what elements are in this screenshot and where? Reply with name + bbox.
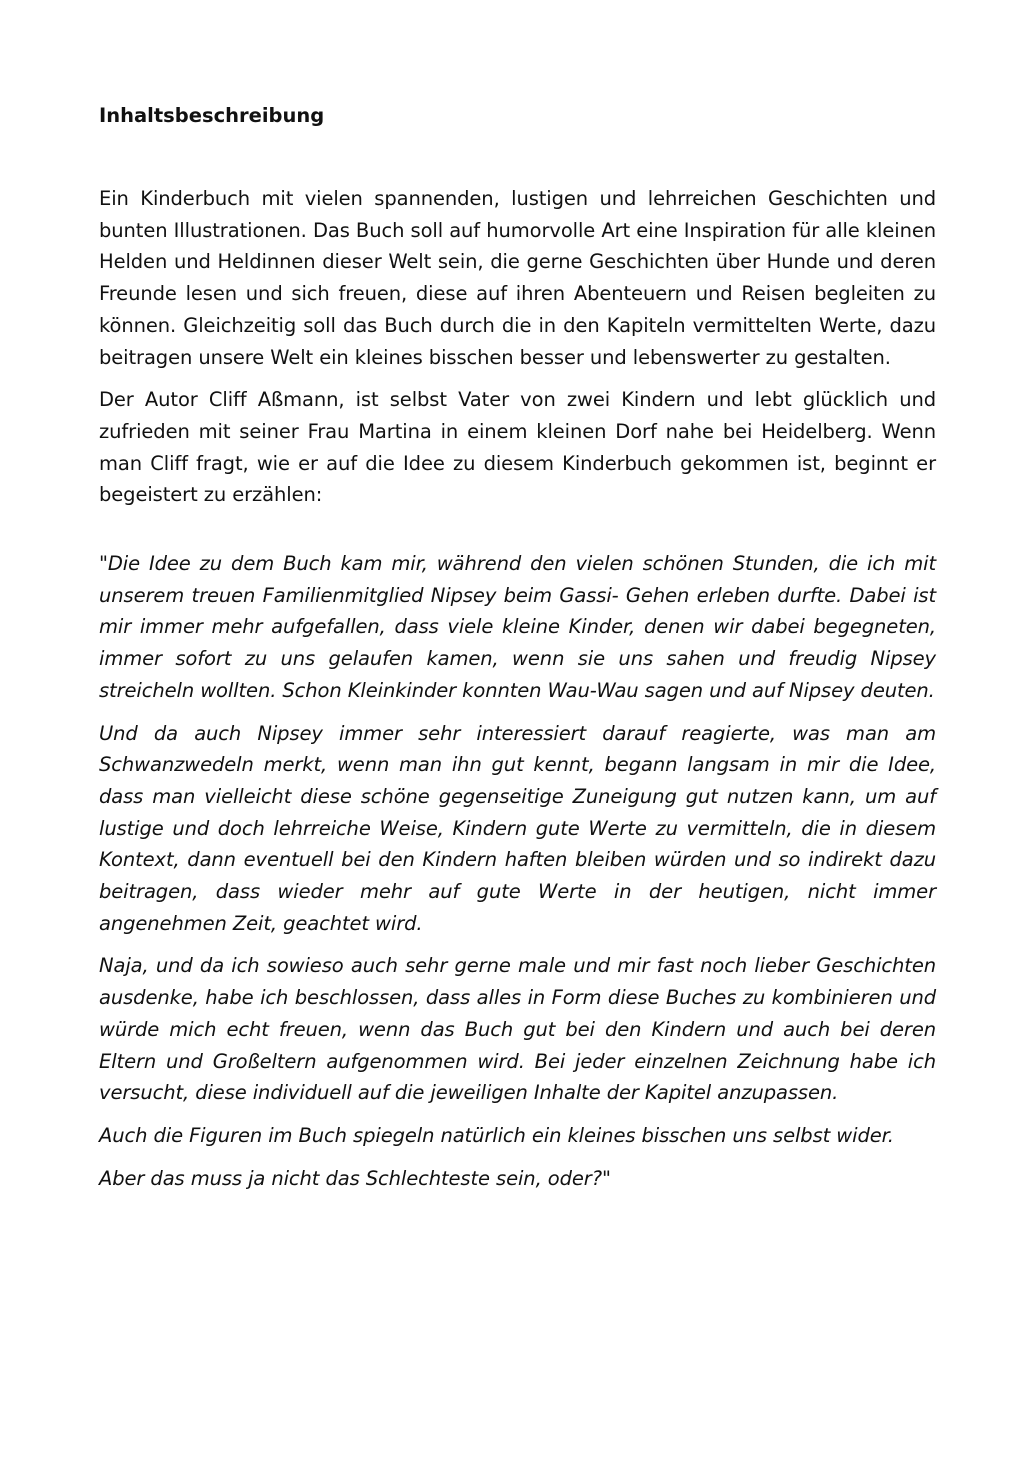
author-quote: [99, 548, 936, 1194]
author-paragraph: Der Autor Cliff Aßmann, ist selbst Vater von zwei Kindern und lebt glücklich und zufrieden mit seiner Frau Martina in einem kleinen Dorf nahe bei Heidelberg. Wenn man Cliff fragt, wie er auf die Idee zu diesem Kinderbuch gekommen ist, beginnt er begeistert zu erzählen:: [99, 388, 936, 507]
quote-paragraph: Aber das muss ja nicht das Schlechteste sein, oder?": [99, 1166, 611, 1190]
document-page: [99, 100, 936, 1205]
intro-section: [99, 183, 936, 511]
quote-paragraph: "Die Idee zu dem Buch kam mir, während den vielen schönen Stunden, die ich mit unserem treuen Familienmitglied Nipsey beim Gassi- Gehen erleben durfte. Dabei ist mir immer mehr aufgefallen, dass viele kleine Kinder, denen wir dabei begegneten, immer sofort zu uns gelaufen kamen, wenn sie uns sahen und freudig Nipsey streicheln wollten. Schon Kleinkinder konnten Wau-Wau sagen und auf Nipsey deuten.: [99, 552, 936, 702]
quote-paragraph: Auch die Figuren im Buch spiegeln natürlich ein kleines bisschen uns selbst wider.: [99, 1123, 894, 1147]
intro-paragraph: Ein Kinderbuch mit vielen spannenden, lustigen und lehrreichen Geschichten und bunten Illustrationen. Das Buch soll auf humorvolle Art eine Inspiration für alle kleinen Helden und Heldinnen dieser Welt sein, die gerne Geschichten über Hunde und deren Freunde lesen und sich freuen, diese auf ihren Abenteuern und Reisen begleiten zu können. Gleichzeitig soll das Buch durch die in den Kapiteln vermittelten Werte, dazu beitragen unsere Welt ein kleines bisschen besser und lebenswerter zu gestalten.: [99, 187, 936, 369]
quote-paragraph: Naja, und da ich sowieso auch sehr gerne male und mir fast noch lieber Geschichten ausdenke, habe ich beschlossen, dass alles in Form diese Buches zu kombinieren und würde mich echt freuen, wenn das Buch gut bei den Kindern und auch bei deren Eltern und Großeltern aufgenommen wird. Bei jeder einzelnen Zeichnung habe ich versucht, diese individuell auf die jeweiligen Inhalte der Kapitel anzupassen.: [99, 954, 936, 1105]
quote-paragraph: Und da auch Nipsey immer sehr interessiert darauf reagierte, was man am Schwanzwedeln merkt, wenn man ihn gut kennt, begann langsam in mir die Idee, dass man vielleicht diese schöne gegenseitige Zuneigung gut nutzen kann, um auf lustige und doch lehrreiche Weise, Kindern gute Werte zu vermitteln, die in diesem Kontext, dann eventuell bei den Kindern haften bleiben würden und so indirekt dazu beitragen, dass wieder mehr auf gute Werte in der heutigen, nicht immer angenehmen Zeit, geachtet wird.: [99, 721, 936, 935]
document-heading: Inhaltsbeschreibung: [99, 104, 325, 127]
